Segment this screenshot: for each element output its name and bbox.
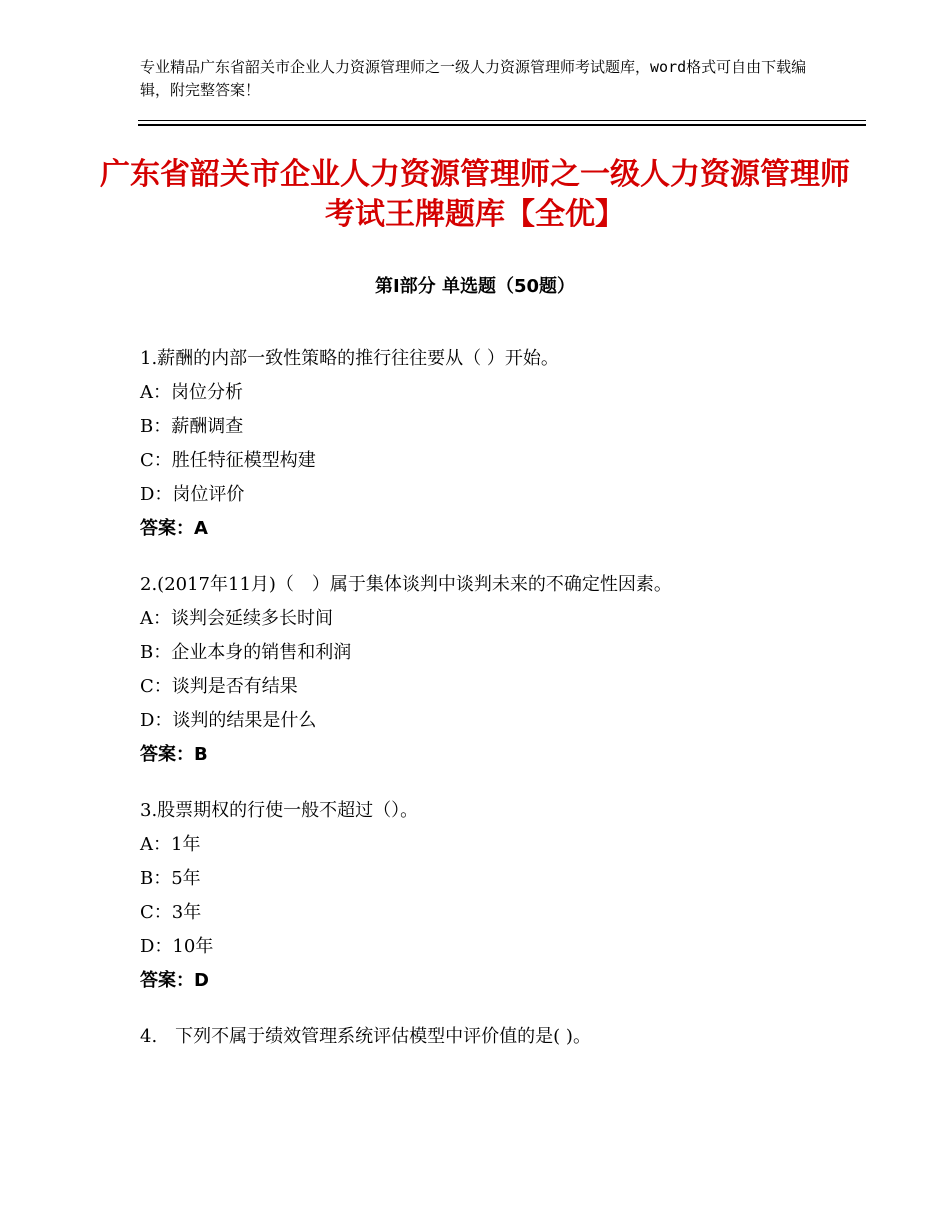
option-c: C：谈判是否有结果 <box>140 676 298 697</box>
option-b: B：薪酬调查 <box>140 416 244 437</box>
document-title: 广东省韶关市企业人力资源管理师之一级人力资源管理师考试王牌题库【全优】 <box>100 157 850 232</box>
header-divider-thick <box>138 124 866 126</box>
header-divider-thin <box>138 120 866 121</box>
option-b: B：5年 <box>140 868 201 889</box>
section-heading: 第Ⅰ部分 单选题（50题） <box>374 276 575 297</box>
question-item <box>140 794 870 998</box>
answer-label: 答案：B <box>140 744 208 765</box>
option-b: B：企业本身的销售和利润 <box>140 642 352 663</box>
option-d: D：谈判的结果是什么 <box>140 710 317 731</box>
answer-label: 答案：D <box>140 970 209 991</box>
option-a: A：岗位分析 <box>140 382 243 403</box>
option-c: C：3年 <box>140 902 202 923</box>
answer-label: 答案：A <box>140 518 208 539</box>
question-stem: 4. 下列不属于绩效管理系统评估模型中评价值的是( )。 <box>140 1026 591 1047</box>
option-d: D：岗位评价 <box>140 484 245 505</box>
question-item <box>140 1020 870 1054</box>
question-stem: 1.薪酬的内部一致性策略的推行往往要从（ ）开始。 <box>140 348 559 369</box>
option-a: A：1年 <box>140 834 201 855</box>
page-header-notice: 专业精品广东省韶关市企业人力资源管理师之一级人力资源管理师考试题库，word格式可自由下载编辑，附完整答案！ <box>140 58 807 99</box>
question-stem: 2.(2017年11月)（ ）属于集体谈判中谈判未来的不确定性因素。 <box>140 574 672 595</box>
question-stem: 3.股票期权的行使一般不超过（）。 <box>140 800 419 821</box>
question-item <box>140 342 870 546</box>
question-item <box>140 568 870 772</box>
question-list <box>140 342 870 1076</box>
option-d: D：10年 <box>140 936 214 957</box>
option-c: C：胜任特征模型构建 <box>140 450 316 471</box>
option-a: A：谈判会延续多长时间 <box>140 608 333 629</box>
